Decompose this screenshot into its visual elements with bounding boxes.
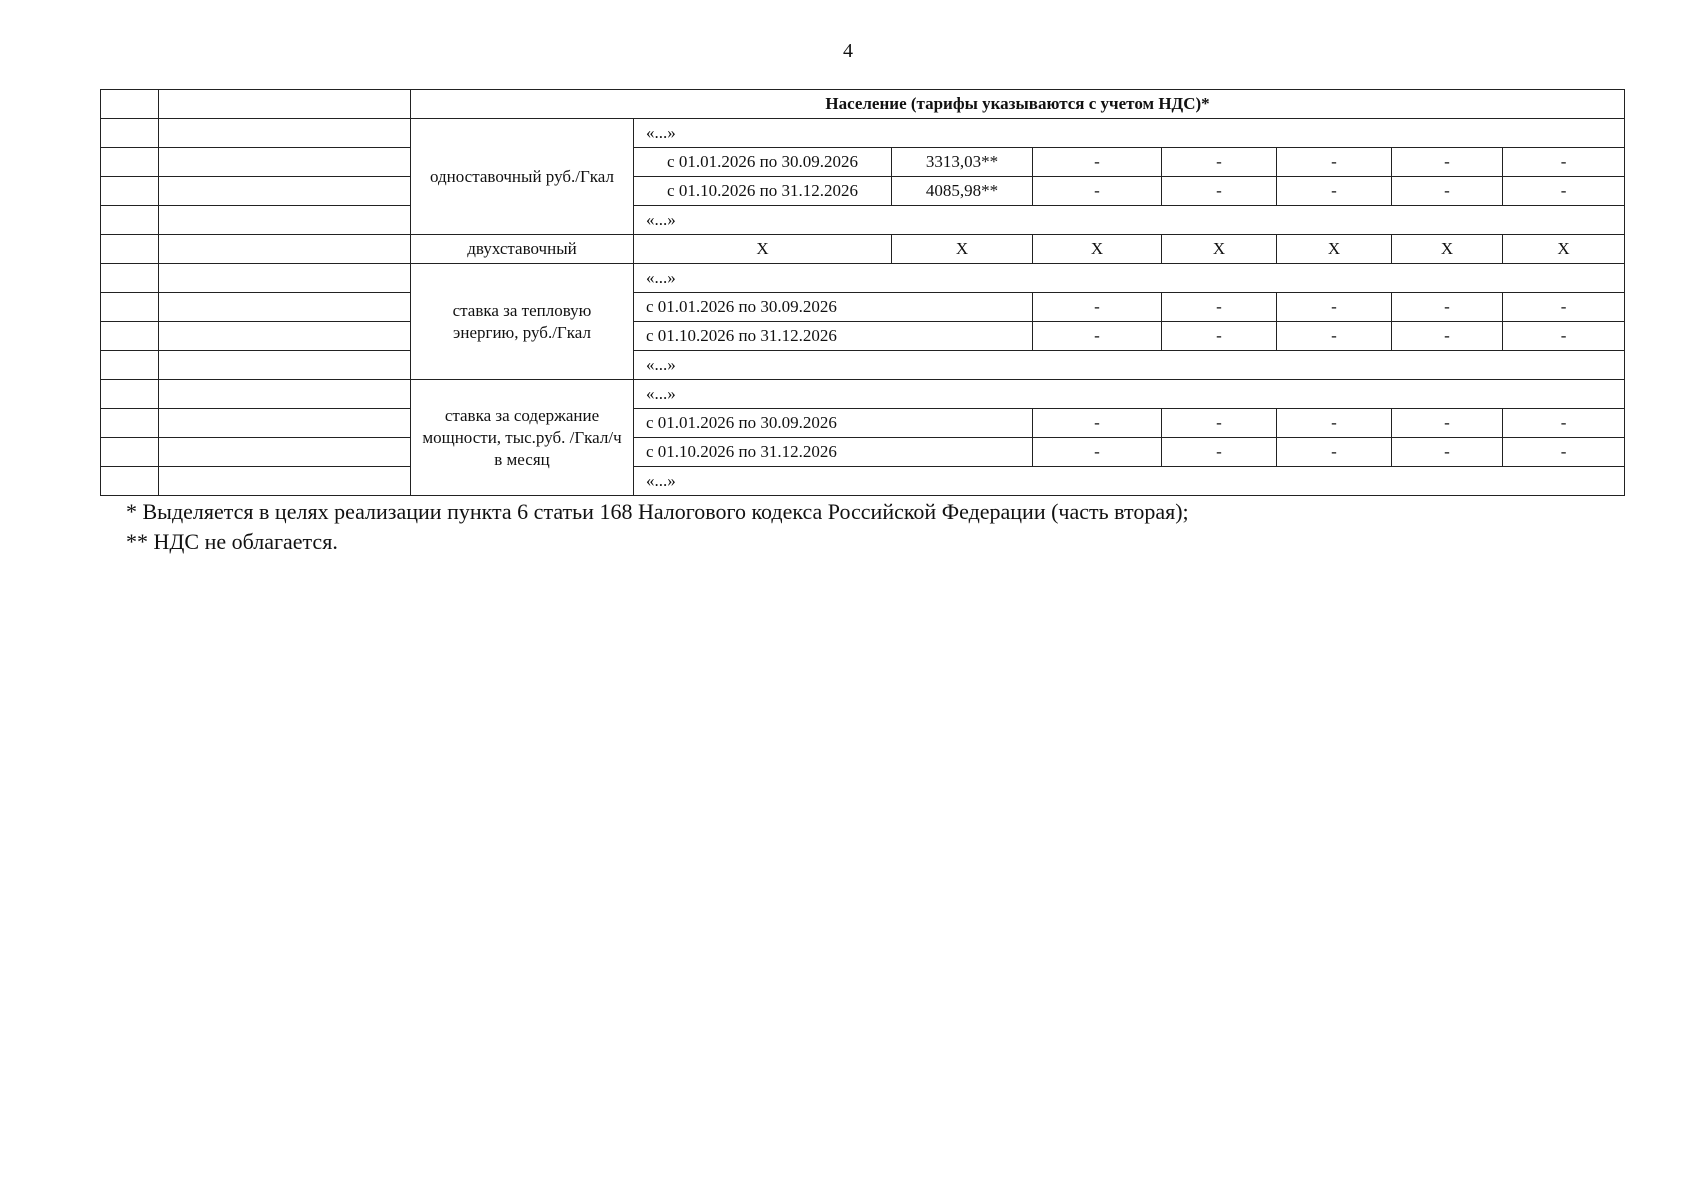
table-cell: [101, 438, 159, 467]
x-cell: X: [1392, 235, 1503, 264]
dash-cell: -: [1162, 438, 1277, 467]
x-cell: X: [634, 235, 892, 264]
dash-cell: -: [1503, 177, 1625, 206]
one-rate-label: одноставочный руб./Гкал: [411, 119, 634, 235]
table-cell: [159, 380, 411, 409]
dash-cell: -: [1033, 322, 1162, 351]
table-row: [101, 264, 1625, 293]
dash-cell: -: [1162, 322, 1277, 351]
dash-cell: -: [1503, 293, 1625, 322]
dash-cell: -: [1277, 148, 1392, 177]
dash-cell: -: [1162, 177, 1277, 206]
page-number: 4: [843, 40, 853, 62]
table-cell: [159, 90, 411, 119]
dash-cell: -: [1503, 322, 1625, 351]
table-cell: [101, 293, 159, 322]
dash-cell: -: [1392, 322, 1503, 351]
x-cell: X: [1277, 235, 1392, 264]
x-cell: X: [892, 235, 1033, 264]
table-row: [101, 438, 1625, 467]
ellipsis-cell: «...»: [634, 380, 1625, 409]
table-cell: [159, 264, 411, 293]
table-cell: [159, 293, 411, 322]
ellipsis-cell: «...»: [634, 206, 1625, 235]
period-cell: с 01.10.2026 по 31.12.2026: [634, 322, 1033, 351]
dash-cell: -: [1392, 409, 1503, 438]
table-row: [101, 148, 1625, 177]
dash-cell: -: [1503, 148, 1625, 177]
dash-cell: -: [1277, 293, 1392, 322]
table-row: [101, 380, 1625, 409]
period-cell: с 01.01.2026 по 30.09.2026: [634, 293, 1033, 322]
tariff-value: 4085,98**: [892, 177, 1033, 206]
dash-cell: -: [1277, 438, 1392, 467]
table-row: [101, 235, 1625, 264]
table-cell: [101, 119, 159, 148]
footnote-vat-exempt: ** НДС не облагается.: [126, 529, 338, 554]
table-row: [101, 293, 1625, 322]
table-row: [101, 90, 1625, 119]
heat-energy-label: ставка за тепловую энергию, руб./Гкал: [411, 264, 634, 380]
table-row: [101, 322, 1625, 351]
table-row: [101, 409, 1625, 438]
two-rate-label: двухставочный: [411, 235, 634, 264]
table-cell: [159, 409, 411, 438]
table-row: [101, 177, 1625, 206]
table-cell: [101, 409, 159, 438]
x-cell: X: [1162, 235, 1277, 264]
table-cell: [101, 235, 159, 264]
table-row: [101, 119, 1625, 148]
table-cell: [159, 206, 411, 235]
ellipsis-cell: «...»: [634, 351, 1625, 380]
table-cell: [159, 119, 411, 148]
dash-cell: -: [1162, 409, 1277, 438]
dash-cell: -: [1162, 293, 1277, 322]
table-cell: [101, 322, 159, 351]
period-cell: с 01.10.2026 по 31.12.2026: [634, 438, 1033, 467]
table-row: [101, 206, 1625, 235]
table-row: [101, 467, 1625, 496]
footnote-vat-allocated: * Выделяется в целях реализации пункта 6 статьи 168 Налогового кодекса Российской Федерации (часть вторая);: [126, 499, 1189, 524]
ellipsis-cell: «...»: [634, 119, 1625, 148]
table-header-population: Население (тарифы указываются с учетом НДС)*: [411, 90, 1625, 119]
dash-cell: -: [1033, 177, 1162, 206]
dash-cell: -: [1392, 148, 1503, 177]
dash-cell: -: [1277, 322, 1392, 351]
footnotes: [126, 497, 1189, 557]
table-cell: [159, 148, 411, 177]
dash-cell: -: [1392, 293, 1503, 322]
dash-cell: -: [1503, 409, 1625, 438]
table-cell: [159, 177, 411, 206]
table-cell: [101, 206, 159, 235]
table-cell: [159, 322, 411, 351]
period-cell: с 01.01.2026 по 30.09.2026: [634, 148, 892, 177]
table-cell: [101, 351, 159, 380]
table-cell: [101, 148, 159, 177]
dash-cell: -: [1033, 438, 1162, 467]
table-cell: [159, 235, 411, 264]
tariff-value: 3313,03**: [892, 148, 1033, 177]
table-cell: [159, 438, 411, 467]
dash-cell: -: [1162, 148, 1277, 177]
dash-cell: -: [1277, 409, 1392, 438]
capacity-label: ставка за содержание мощности, тыс.руб. /Гкал/ч в месяц: [411, 380, 634, 496]
period-cell: с 01.01.2026 по 30.09.2026: [634, 409, 1033, 438]
table-cell: [159, 351, 411, 380]
table-row: [101, 351, 1625, 380]
ellipsis-cell: «...»: [634, 264, 1625, 293]
tariff-table: [100, 89, 1625, 496]
dash-cell: -: [1033, 148, 1162, 177]
dash-cell: -: [1392, 438, 1503, 467]
dash-cell: -: [1392, 177, 1503, 206]
table-cell: [101, 177, 159, 206]
table-cell: [101, 467, 159, 496]
table-cell: [101, 380, 159, 409]
dash-cell: -: [1033, 409, 1162, 438]
dash-cell: -: [1503, 438, 1625, 467]
ellipsis-cell: «...»: [634, 467, 1625, 496]
x-cell: X: [1033, 235, 1162, 264]
dash-cell: -: [1277, 177, 1392, 206]
period-cell: с 01.10.2026 по 31.12.2026: [634, 177, 892, 206]
table-cell: [159, 467, 411, 496]
table-cell: [101, 264, 159, 293]
table-cell: [101, 90, 159, 119]
dash-cell: -: [1033, 293, 1162, 322]
x-cell: X: [1503, 235, 1625, 264]
